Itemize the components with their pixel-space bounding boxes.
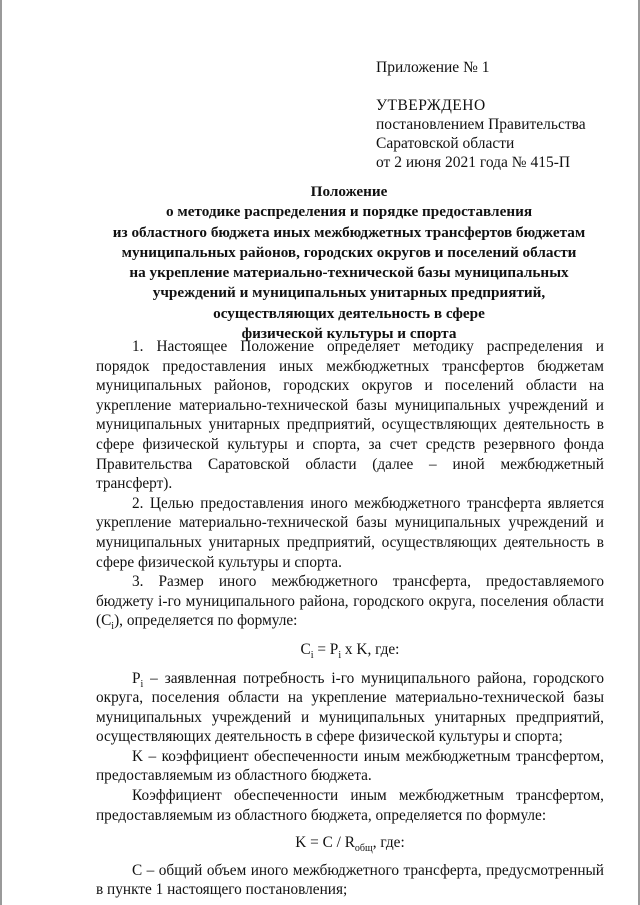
paragraph-1: 1. Настоящее Положение определяет методику распределения и порядок предоставления иных межбюджетных трансфертов бюджетам муниципальных районов, городских округов и поселений области на укрепление материально-технической базы муниципальных учреждений и муниципальных унитарных предприятий, осуществляющих деятельность в сфере физической культуры и спорта, за счет средств резервного фонда Правительства Саратовской области (далее – иной межбюджетный трансферт). [96,338,604,493]
approved-label: УТВЕРЖДЕНО [376,97,486,114]
formula-ci-rest: x K, где: [341,640,400,658]
paragraph-c-definition: C – общий объем иного межбюджетного трансферта, предусмотренный в пункте 1 настоящего постановления; [96,861,604,899]
title-line: осуществляющих деятельность в сфере [213,304,485,322]
title-line: муниципальных районов, городских округов и поселений области [121,243,577,261]
formula-k-rest: , где: [372,834,405,852]
formula-ci-subscript: i [310,649,314,661]
title-line: физической культуры и спорта [241,325,457,343]
title-line: Положение [310,183,388,200]
document-body [96,337,604,900]
pi-definition-text: – заявленная потребность i-го муниципального района, городского округа, поселения области на укрепление материально-технической базы муниципальных учреждений и муниципальных унитарных предприятий, осуществляющих деятельность в сфере физической культуры и спорта; [96,669,604,746]
title-line: на укрепление материально-технической базы муниципальных [129,264,569,282]
approval-line-2: Саратовской области [376,135,515,152]
approval-line-1: постановлением Правительства [376,116,586,133]
approval-line-3: от 2 июня 2021 года № 415-П [376,154,571,171]
paragraph-pi-definition [96,669,604,747]
annex-label: Приложение № 1 [376,59,490,76]
pi-symbol: P [132,669,141,687]
title-line: о методике распределения и порядке предоставления [165,203,533,221]
formula-k [96,833,604,853]
formula-ci [96,640,604,660]
document-title [90,182,608,344]
paragraph-3-subscript: i [111,621,115,633]
paragraph-3 [96,572,604,631]
formula-ci-symbol: C [300,640,311,658]
pi-subscript: i [140,678,144,690]
paragraph-k-definition: K – коэффициент обеспеченности иным межбюджетным трансфертом, предоставляемым из областного бюджета. [96,747,604,785]
scan-edge-left [0,0,2,905]
paragraph-2: 2. Целью предоставления иного межбюджетного трансферта является укрепление материально-технической базы муниципальных учреждений и муниципальных унитарных предприятий, осуществляющих деятельность в сфере физической культуры и спорта. [96,494,604,571]
approval-block [376,58,586,172]
formula-k-subscript: общ [354,843,373,855]
title-line: учреждений и муниципальных унитарных предприятий, [152,284,546,302]
paragraph-3-end: ), определяется по формуле: [114,612,298,630]
formula-pi-subscript: i [338,649,342,661]
formula-ci-equals: = P [313,640,339,658]
paragraph-3-text: 3. Размер иного межбюджетного трансферта, предоставляемого бюджету i-го муниципального района, городского округа, поселения области (C [96,573,604,630]
formula-k-main: K = C / R [295,834,355,852]
title-line: из областного бюджета иных межбюджетных трансфертов бюджетам [112,223,586,241]
paragraph-k-formula-intro: Коэффициент обеспеченности иным межбюджетным трансфертом, предоставляемым из областного бюджета, определяется по формуле: [96,787,604,824]
